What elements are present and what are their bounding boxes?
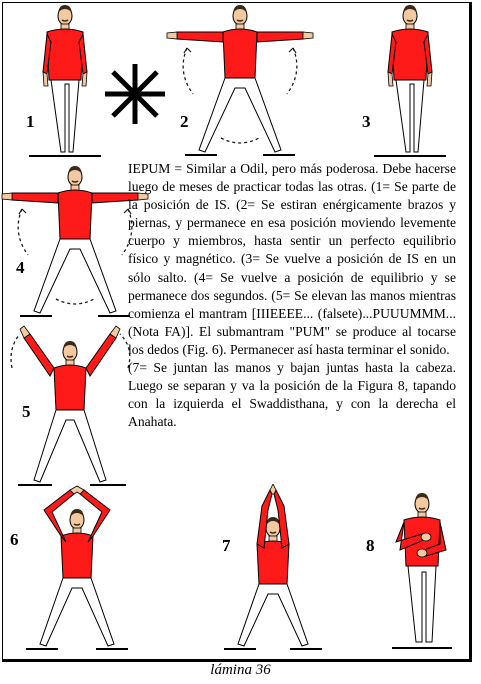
figure-1-standing-illustration: [25, 2, 105, 160]
description-text: [128, 160, 456, 431]
figure-7-number: 7: [222, 536, 231, 555]
asterisk-symbol-icon: [103, 62, 167, 126]
figure-1-number: 1: [26, 112, 35, 131]
figure-6-fingers-touching-illustration: [22, 484, 132, 654]
figure-3-standing-illustration: [370, 2, 450, 160]
figure-8-hands-covering-illustration: [382, 490, 462, 655]
figure-6-number: 6: [10, 530, 19, 549]
figure-3-number: 3: [362, 112, 371, 131]
figure-2-number: 2: [180, 112, 189, 131]
description-paragraph-2: (7= Se juntan las manos y bajan juntas hasta la cabeza. Luego se separan y va la posición de la Figura 8, tapando con la izquierda el Swaddisthana, y con la derecha el Anahata.: [128, 360, 456, 430]
figure-2-spread-illustration: [165, 2, 315, 160]
figure-5-number: 5: [22, 402, 31, 421]
figure-4-number: 4: [16, 258, 25, 277]
plate-caption: lámina 36: [210, 662, 271, 678]
description-paragraph-1: IEPUM = Similar a Odil, pero más poderosa. Debe hacerse luego de meses de practicar todas las otras. (1= Se parte de la posición de IS. (2= Se estiran enérgicamente brazos y piernas, y permanece en esa posición moviendo levemente cuerpo y miembros, hasta sentir un perfecto equilibrio físico y magnético. (3= Se vuelve a posición de IS en un sólo salto. (4= Se vuelve a posición de equilibrio y se permanece dos segundos. (5= Se elevan las manos mientras comienza el mantram [IIIEEEE... (falsete)...PUUUMMM...(Nota FA)]. El submantram "PUM" se produce al tocarse los dedos (Fig. 6). Permanecer así hasta terminar el sonido.: [128, 161, 456, 357]
figure-7-hands-together-illustration: [218, 484, 328, 654]
figure-8-number: 8: [366, 536, 375, 555]
